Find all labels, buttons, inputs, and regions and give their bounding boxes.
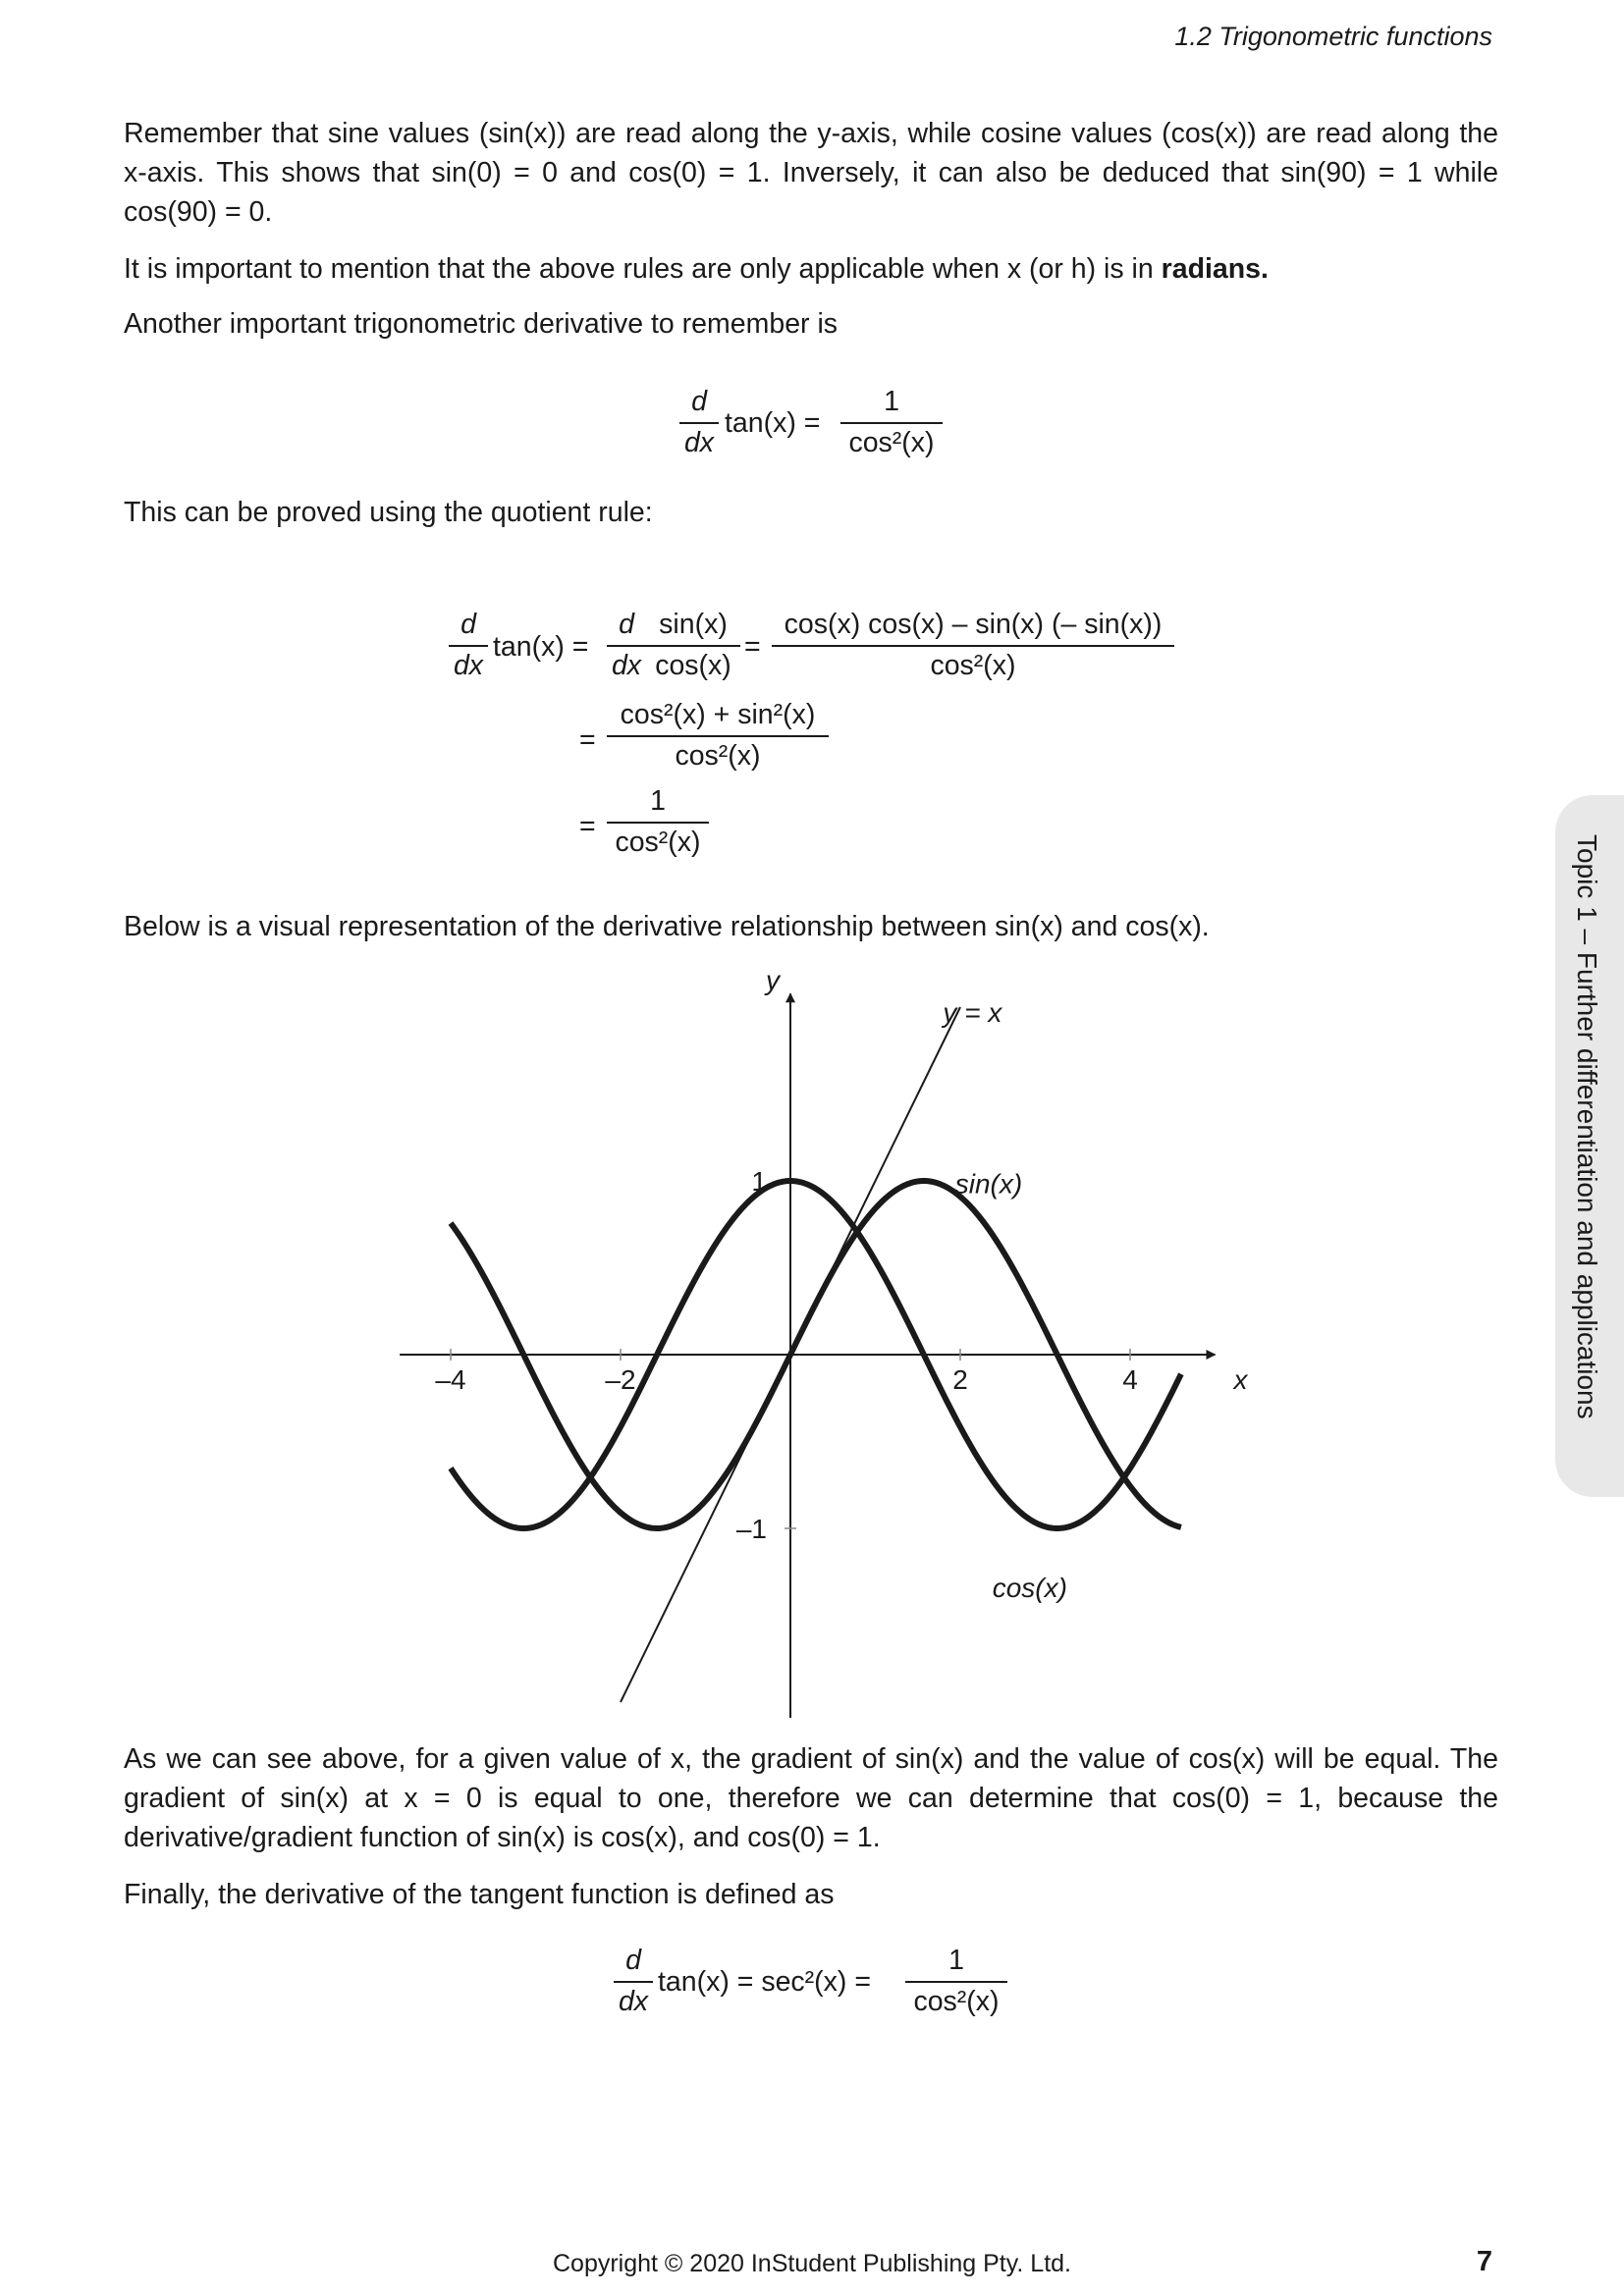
numerator-d: d [691,386,707,417]
x-tick-label: 2 [952,1364,968,1395]
fraction-sum-squares [607,699,829,773]
fraction-d-dx [679,386,719,459]
series-label: y = x [943,996,1002,1028]
equals-sign: = [579,724,596,756]
denominator-cos2: cos²(x) [905,1981,1007,2018]
denominator-cos2: cos²(x) [607,822,709,859]
numerator-sin: sin(x) [659,609,728,640]
tan-x-equals: tan(x) = [493,631,589,663]
y-tick-label: 1 [751,1166,767,1197]
denominator-dx: dx [607,645,646,682]
fraction-one-over-cos2 [905,1945,1007,2018]
x-tick-label: –4 [435,1364,466,1395]
radians-note-text: It is important to mention that the above rules are only applicable when x (or h) is in [124,253,1154,285]
sin-cos-chart [353,952,1257,1718]
x-tick-label: –2 [605,1364,636,1395]
series-label: cos(x) [992,1572,1067,1603]
running-header: 1.2 Trigonometric functions [1174,22,1492,51]
equals-sign: = [579,811,596,842]
numerator-d: d [460,609,476,640]
paragraph-another-derivative: Another important trigonometric derivative to remember is [124,308,839,340]
numerator-one: 1 [884,386,899,417]
numerator-d: d [625,1945,641,1976]
fraction-d-dx [449,609,488,682]
fraction-quotient-rule [772,609,1174,682]
tan-sec2-equals: tan(x) = sec²(x) = [658,1966,871,1998]
radians-bold-text: radians. [1161,253,1269,285]
denominator-dx: dx [679,422,719,459]
equals-sign: = [744,631,761,663]
x-tick-label: 4 [1122,1364,1138,1395]
paragraph-visual-representation: Below is a visual representation of the derivative relationship between sin(x) and cos(x). [124,911,1210,942]
paragraph-radians [124,249,1498,289]
numerator-quotient-rule: cos(x) cos(x) – sin(x) (– sin(x)) [784,609,1163,640]
denominator-cos2: cos²(x) [772,645,1174,682]
chart-labels [435,965,1248,1603]
fraction-one-over-cos2 [607,785,709,859]
paragraph-sine-cosine-axes: Remember that sine values (sin(x)) are read along the y-axis, while cosine values (cos(x)) are read along the x-axis. This shows that sin(0) = 0 and cos(0) = 1. Inversely, it can also be deduced that sin(90) = 1 while cos(90) = 0. [124,118,1498,228]
fraction-d-dx [607,609,646,682]
fraction-sin-over-cos [646,609,740,682]
paragraph-tangent-derivative: Finally, the derivative of the tangent function is defined as [124,1879,835,1910]
page-number: 7 [1476,2246,1492,2277]
fraction-d-dx [614,1945,653,2018]
fraction-one-over-cos2 [840,386,943,459]
denominator-cos2: cos²(x) [607,735,829,773]
numerator-sum-squares: cos²(x) + sin²(x) [620,699,816,730]
topic-side-tab-text: Topic 1 – Further differentiation and applications [1572,834,1602,1419]
tan-x-equals: tan(x) = [725,407,821,439]
numerator-one: 1 [650,785,666,817]
copyright-footer: Copyright © 2020 InStudent Publishing Pty. Ltd. [552,2250,1071,2277]
denominator-dx: dx [449,645,488,682]
y-tick-label: –1 [735,1514,767,1544]
x-axis-label: x [1233,1364,1248,1395]
denominator-cos: cos(x) [646,645,740,682]
y-axis-label: y [766,965,780,995]
paragraph-quotient-rule: This can be proved using the quotient rule: [124,497,653,528]
paragraph-gradient-explanation: As we can see above, for a given value of x, the gradient of sin(x) and the value of cos(x) will be equal. The gradient of sin(x) at x = 0 is equal to one, therefore we can determine that cos(0) = 1, because the derivative/gradient function of sin(x) is cos(x), and cos(0) = 1. [124,1743,1498,1853]
denominator-cos2: cos²(x) [840,422,943,459]
denominator-dx: dx [614,1981,653,2018]
numerator-one: 1 [948,1945,964,1976]
numerator-d: d [619,609,634,640]
series-label: sin(x) [954,1168,1023,1200]
